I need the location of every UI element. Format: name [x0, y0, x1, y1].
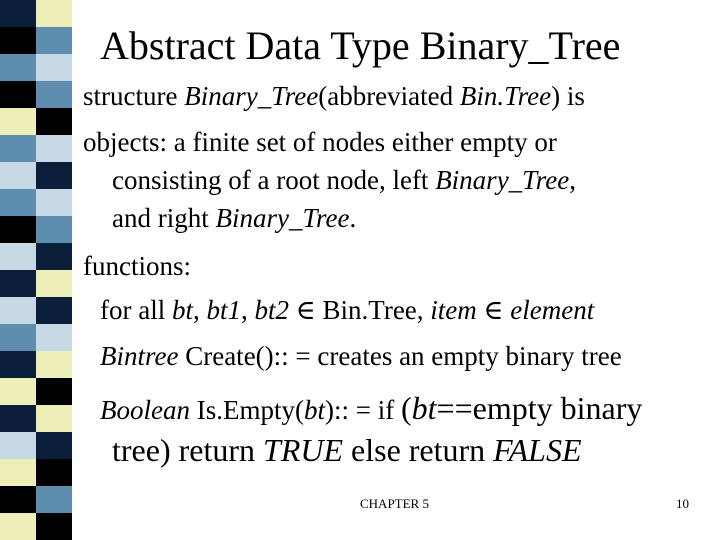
text-run: Create():: = creates an empty binary tree	[178, 341, 622, 371]
isempty-line-1	[100, 392, 642, 426]
objects-line-1: objects: a finite set of nodes either empty or	[83, 127, 557, 157]
text-run: consisting of a root node, left	[112, 165, 436, 195]
text-run: ,	[569, 165, 576, 195]
text-run: Bintree	[100, 341, 179, 371]
text-run: Binary_Tree	[215, 203, 350, 233]
text-run: ∈ Bin.Tree,	[289, 295, 431, 325]
forall-line	[100, 294, 594, 326]
text-run: Boolean	[100, 395, 190, 425]
text-run: (	[400, 390, 412, 426]
text-run: structure	[83, 81, 185, 111]
text-run: for all	[100, 295, 172, 325]
text-run: Is.Empty(	[189, 395, 304, 425]
text-run: item	[430, 295, 477, 325]
structure-line	[83, 80, 585, 112]
text-run: bt	[303, 395, 325, 425]
text-run: bt2	[254, 295, 290, 325]
text-run: else return	[343, 432, 494, 468]
text-run: ):: = if	[325, 395, 401, 425]
text-run: ==empty binary	[436, 390, 643, 426]
text-run: .	[349, 203, 357, 233]
text-run: and right	[112, 203, 216, 233]
text-run: TRUE	[263, 432, 344, 468]
text-run: bt	[171, 295, 193, 325]
objects-line-2	[112, 164, 576, 196]
create-line	[100, 340, 622, 372]
isempty-line-2	[112, 432, 581, 468]
text-run: tree) return	[112, 432, 264, 468]
text-run: (abbreviated	[318, 81, 460, 111]
text-run: element	[510, 295, 595, 325]
footer-page-number: 10	[676, 496, 689, 511]
text-run: Bin.Tree	[459, 81, 552, 111]
text-run: FALSE	[493, 432, 582, 468]
objects-line-3	[112, 202, 356, 234]
text-run: ,	[193, 295, 207, 325]
slide-title: Abstract Data Type Binary_Tree	[100, 23, 621, 68]
text-run: ) is	[551, 81, 585, 111]
text-run: ∈	[476, 295, 511, 325]
footer-chapter: CHAPTER 5	[360, 496, 429, 511]
text-run: bt1	[206, 295, 242, 325]
text-run: bt	[411, 390, 437, 426]
functions-label: functions:	[83, 251, 191, 281]
text-run: Binary_Tree	[435, 165, 570, 195]
text-run: ,	[241, 295, 255, 325]
text-run: Binary_Tree	[184, 81, 319, 111]
